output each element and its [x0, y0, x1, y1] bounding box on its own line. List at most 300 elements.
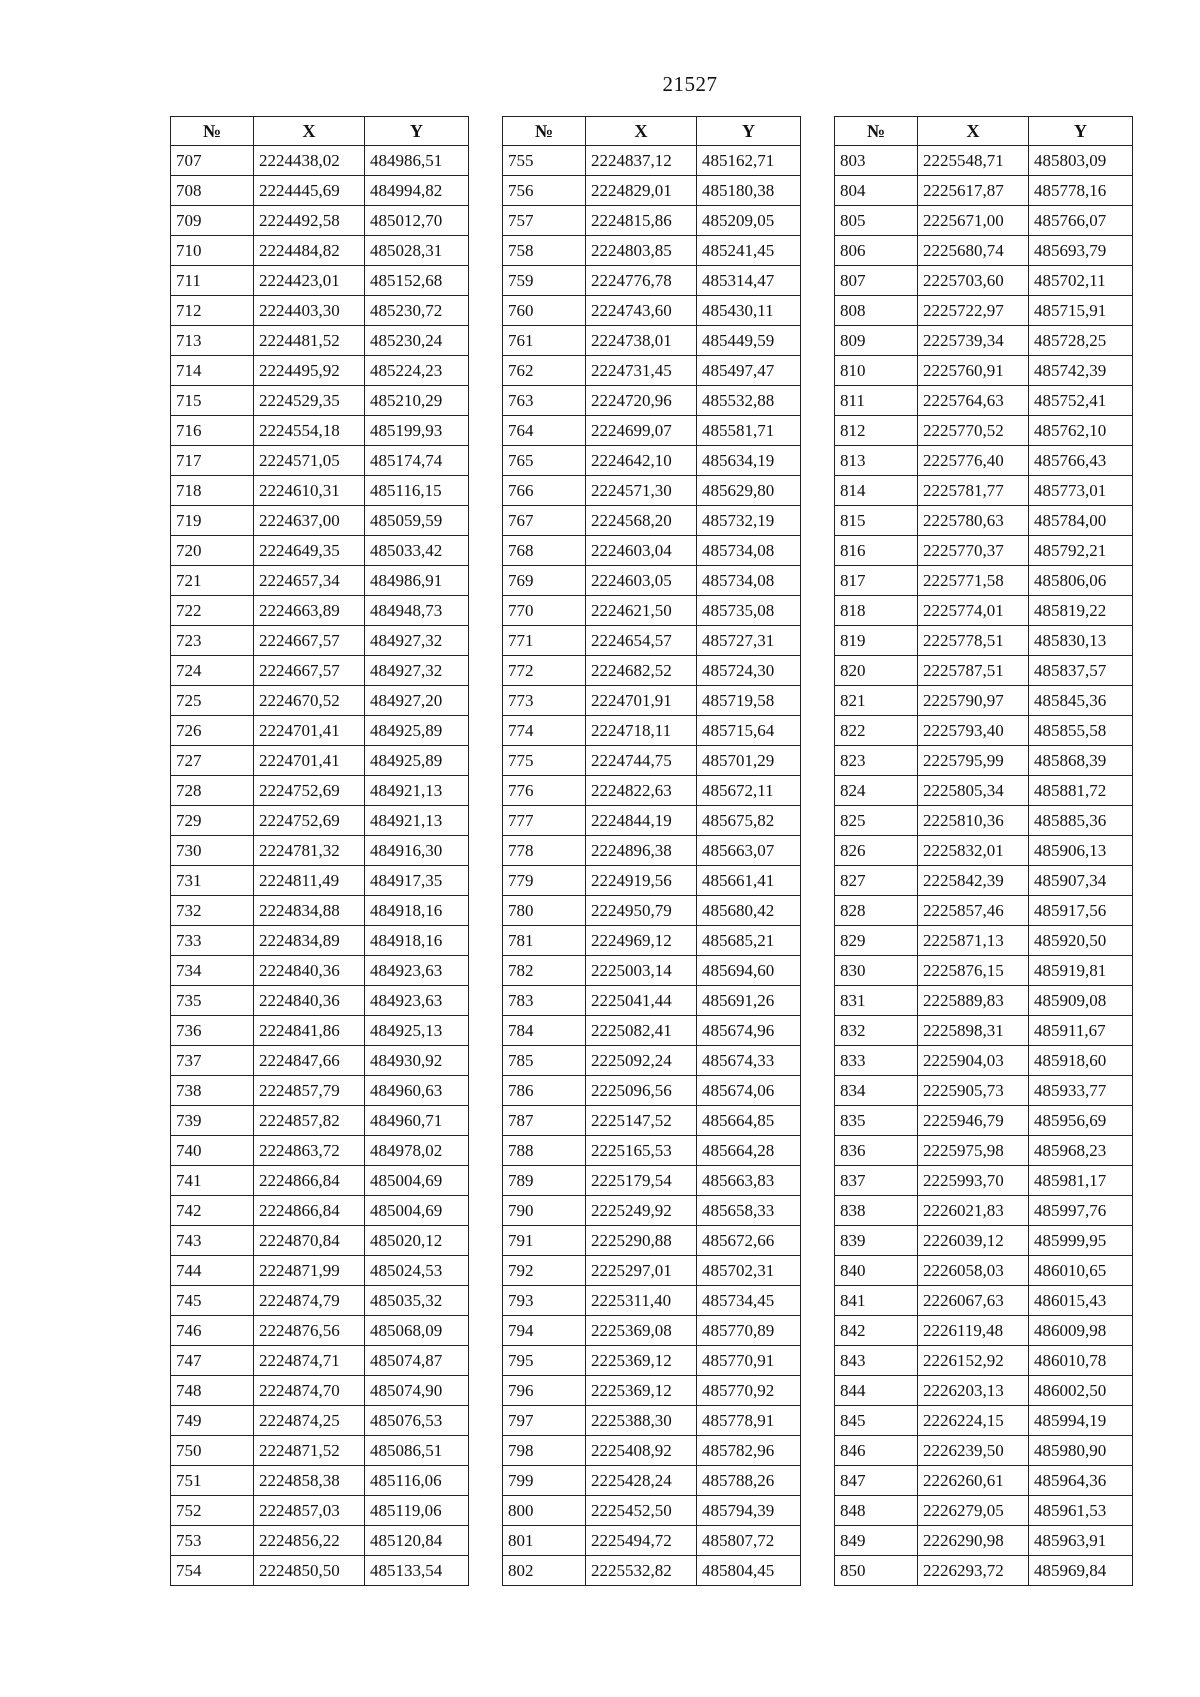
point-number-cell: 832	[835, 1016, 918, 1046]
y-coordinate-cell: 485035,32	[365, 1286, 469, 1316]
x-coordinate-cell: 2224866,84	[254, 1196, 365, 1226]
y-coordinate-cell: 485794,39	[697, 1496, 801, 1526]
point-number-cell: 784	[503, 1016, 586, 1046]
table-row	[171, 1166, 469, 1196]
point-number-cell: 722	[171, 596, 254, 626]
y-coordinate-cell: 485180,38	[697, 176, 801, 206]
point-number-cell: 809	[835, 326, 918, 356]
y-coordinate-cell: 486015,43	[1029, 1286, 1133, 1316]
y-coordinate-cell: 485664,28	[697, 1136, 801, 1166]
y-coordinate-cell: 485694,60	[697, 956, 801, 986]
x-coordinate-cell: 2224484,82	[254, 236, 365, 266]
y-coordinate-cell: 485919,81	[1029, 956, 1133, 986]
point-number-cell: 802	[503, 1556, 586, 1586]
y-coordinate-cell: 485956,69	[1029, 1106, 1133, 1136]
point-number-cell: 791	[503, 1226, 586, 1256]
point-number-cell: 805	[835, 206, 918, 236]
y-coordinate-cell: 485152,68	[365, 266, 469, 296]
table-row	[835, 446, 1133, 476]
point-number-cell: 745	[171, 1286, 254, 1316]
column-header-number: №	[171, 117, 254, 146]
y-coordinate-cell: 485770,89	[697, 1316, 801, 1346]
x-coordinate-cell: 2224492,58	[254, 206, 365, 236]
point-number-cell: 721	[171, 566, 254, 596]
table-row	[835, 176, 1133, 206]
x-coordinate-cell: 2226239,50	[918, 1436, 1029, 1466]
x-coordinate-cell: 2224863,72	[254, 1136, 365, 1166]
y-coordinate-cell: 485752,41	[1029, 386, 1133, 416]
x-coordinate-cell: 2225842,39	[918, 866, 1029, 896]
y-coordinate-cell: 486002,50	[1029, 1376, 1133, 1406]
table-row	[503, 956, 801, 986]
table-row	[503, 206, 801, 236]
y-coordinate-cell: 485964,36	[1029, 1466, 1133, 1496]
table-row	[503, 416, 801, 446]
y-coordinate-cell: 485702,11	[1029, 266, 1133, 296]
x-coordinate-cell: 2224822,63	[586, 776, 697, 806]
point-number-cell: 733	[171, 926, 254, 956]
point-number-cell: 748	[171, 1376, 254, 1406]
y-coordinate-cell: 485086,51	[365, 1436, 469, 1466]
x-coordinate-cell: 2226203,13	[918, 1376, 1029, 1406]
y-coordinate-cell: 485028,31	[365, 236, 469, 266]
y-coordinate-cell: 485674,06	[697, 1076, 801, 1106]
y-coordinate-cell: 485693,79	[1029, 236, 1133, 266]
y-coordinate-cell: 485920,50	[1029, 926, 1133, 956]
y-coordinate-cell: 484986,51	[365, 146, 469, 176]
x-coordinate-cell: 2224781,32	[254, 836, 365, 866]
x-coordinate-cell: 2224738,01	[586, 326, 697, 356]
point-number-cell: 765	[503, 446, 586, 476]
table-row	[171, 1436, 469, 1466]
table-row	[171, 656, 469, 686]
x-coordinate-cell: 2225388,30	[586, 1406, 697, 1436]
table-row	[503, 1406, 801, 1436]
x-coordinate-cell: 2224752,69	[254, 806, 365, 836]
table-row	[503, 1466, 801, 1496]
x-coordinate-cell: 2225428,24	[586, 1466, 697, 1496]
x-coordinate-cell: 2225778,51	[918, 626, 1029, 656]
point-number-cell: 712	[171, 296, 254, 326]
table-row	[835, 686, 1133, 716]
table-row	[835, 356, 1133, 386]
y-coordinate-cell: 485068,09	[365, 1316, 469, 1346]
point-number-cell: 755	[503, 146, 586, 176]
table-row	[503, 266, 801, 296]
column-header-number: №	[835, 117, 918, 146]
x-coordinate-cell: 2225739,34	[918, 326, 1029, 356]
y-coordinate-cell: 485663,83	[697, 1166, 801, 1196]
table-row	[835, 1286, 1133, 1316]
y-coordinate-cell: 485994,19	[1029, 1406, 1133, 1436]
table-row	[835, 926, 1133, 956]
table-row	[503, 1436, 801, 1466]
y-coordinate-cell: 485868,39	[1029, 746, 1133, 776]
table-row	[835, 1226, 1133, 1256]
y-coordinate-cell: 486009,98	[1029, 1316, 1133, 1346]
y-coordinate-cell: 485116,15	[365, 476, 469, 506]
table-row	[171, 746, 469, 776]
y-coordinate-cell: 485661,41	[697, 866, 801, 896]
y-coordinate-cell: 485804,45	[697, 1556, 801, 1586]
table-row	[503, 836, 801, 866]
x-coordinate-cell: 2224663,89	[254, 596, 365, 626]
y-coordinate-cell: 485968,23	[1029, 1136, 1133, 1166]
point-number-cell: 803	[835, 146, 918, 176]
point-number-cell: 795	[503, 1346, 586, 1376]
point-number-cell: 759	[503, 266, 586, 296]
table-row	[503, 1346, 801, 1376]
x-coordinate-cell: 2226290,98	[918, 1526, 1029, 1556]
x-coordinate-cell: 2224403,30	[254, 296, 365, 326]
x-coordinate-cell: 2225671,00	[918, 206, 1029, 236]
table-row	[171, 956, 469, 986]
y-coordinate-cell: 485933,77	[1029, 1076, 1133, 1106]
table-row	[503, 1316, 801, 1346]
table-row	[503, 926, 801, 956]
y-coordinate-cell: 484925,89	[365, 746, 469, 776]
y-coordinate-cell: 485803,09	[1029, 146, 1133, 176]
x-coordinate-cell: 2225771,58	[918, 566, 1029, 596]
y-coordinate-cell: 484927,20	[365, 686, 469, 716]
table-row	[503, 236, 801, 266]
x-coordinate-cell: 2224657,34	[254, 566, 365, 596]
table-row	[503, 656, 801, 686]
y-coordinate-cell: 485532,88	[697, 386, 801, 416]
x-coordinate-cell: 2225790,97	[918, 686, 1029, 716]
x-coordinate-cell: 2224699,07	[586, 416, 697, 446]
y-coordinate-cell: 485004,69	[365, 1196, 469, 1226]
point-number-cell: 780	[503, 896, 586, 926]
x-coordinate-cell: 2225290,88	[586, 1226, 697, 1256]
point-number-cell: 849	[835, 1526, 918, 1556]
point-number-cell: 807	[835, 266, 918, 296]
x-coordinate-cell: 2224919,56	[586, 866, 697, 896]
table-row	[835, 536, 1133, 566]
point-number-cell: 845	[835, 1406, 918, 1436]
point-number-cell: 707	[171, 146, 254, 176]
y-coordinate-cell: 484918,16	[365, 926, 469, 956]
x-coordinate-cell: 2224481,52	[254, 326, 365, 356]
x-coordinate-cell: 2224858,38	[254, 1466, 365, 1496]
table-row	[503, 1136, 801, 1166]
y-coordinate-cell: 485674,96	[697, 1016, 801, 1046]
table-row	[503, 866, 801, 896]
x-coordinate-cell: 2226058,03	[918, 1256, 1029, 1286]
x-coordinate-cell: 2225857,46	[918, 896, 1029, 926]
x-coordinate-cell: 2225770,37	[918, 536, 1029, 566]
point-number-cell: 814	[835, 476, 918, 506]
x-coordinate-cell: 2224743,60	[586, 296, 697, 326]
y-coordinate-cell: 485735,08	[697, 596, 801, 626]
table-row	[171, 566, 469, 596]
y-coordinate-cell: 485241,45	[697, 236, 801, 266]
table-row	[171, 356, 469, 386]
point-number-cell: 724	[171, 656, 254, 686]
y-coordinate-cell: 485663,07	[697, 836, 801, 866]
point-number-cell: 823	[835, 746, 918, 776]
point-number-cell: 779	[503, 866, 586, 896]
table-row	[171, 176, 469, 206]
x-coordinate-cell: 2224701,41	[254, 716, 365, 746]
x-coordinate-cell: 2225722,97	[918, 296, 1029, 326]
point-number-cell: 817	[835, 566, 918, 596]
point-number-cell: 833	[835, 1046, 918, 1076]
x-coordinate-cell: 2226260,61	[918, 1466, 1029, 1496]
table-row	[171, 866, 469, 896]
table-row	[171, 1316, 469, 1346]
point-number-cell: 824	[835, 776, 918, 806]
point-number-cell: 829	[835, 926, 918, 956]
y-coordinate-cell: 485672,11	[697, 776, 801, 806]
y-coordinate-cell: 485230,24	[365, 326, 469, 356]
y-coordinate-cell: 485672,66	[697, 1226, 801, 1256]
x-coordinate-cell: 2225760,91	[918, 356, 1029, 386]
point-number-cell: 837	[835, 1166, 918, 1196]
point-number-cell: 742	[171, 1196, 254, 1226]
point-number-cell: 793	[503, 1286, 586, 1316]
point-number-cell: 819	[835, 626, 918, 656]
x-coordinate-cell: 2226279,05	[918, 1496, 1029, 1526]
table-row	[835, 956, 1133, 986]
y-coordinate-cell: 485806,06	[1029, 566, 1133, 596]
x-coordinate-cell: 2225003,14	[586, 956, 697, 986]
y-coordinate-cell: 485209,05	[697, 206, 801, 236]
y-coordinate-cell: 484960,63	[365, 1076, 469, 1106]
table-row	[503, 176, 801, 206]
table-row	[503, 1076, 801, 1106]
point-number-cell: 767	[503, 506, 586, 536]
x-coordinate-cell: 2224495,92	[254, 356, 365, 386]
point-number-cell: 785	[503, 1046, 586, 1076]
y-coordinate-cell: 485664,85	[697, 1106, 801, 1136]
y-coordinate-cell: 485807,72	[697, 1526, 801, 1556]
point-number-cell: 820	[835, 656, 918, 686]
x-coordinate-cell: 2224701,41	[254, 746, 365, 776]
header-row	[835, 117, 1133, 146]
x-coordinate-cell: 2224874,25	[254, 1406, 365, 1436]
x-coordinate-cell: 2225795,99	[918, 746, 1029, 776]
table-row	[503, 1106, 801, 1136]
y-coordinate-cell: 485762,10	[1029, 416, 1133, 446]
point-number-cell: 734	[171, 956, 254, 986]
point-number-cell: 717	[171, 446, 254, 476]
y-coordinate-cell: 485024,53	[365, 1256, 469, 1286]
y-coordinate-cell: 485732,19	[697, 506, 801, 536]
table-row	[835, 986, 1133, 1016]
table-row	[503, 146, 801, 176]
table-row	[171, 1256, 469, 1286]
y-coordinate-cell: 485691,26	[697, 986, 801, 1016]
point-number-cell: 777	[503, 806, 586, 836]
x-coordinate-cell: 2226224,15	[918, 1406, 1029, 1436]
point-number-cell: 835	[835, 1106, 918, 1136]
x-coordinate-cell: 2226119,48	[918, 1316, 1029, 1346]
y-coordinate-cell: 485120,84	[365, 1526, 469, 1556]
y-coordinate-cell: 484918,16	[365, 896, 469, 926]
x-coordinate-cell: 2224856,22	[254, 1526, 365, 1556]
point-number-cell: 739	[171, 1106, 254, 1136]
y-coordinate-cell: 485133,54	[365, 1556, 469, 1586]
y-coordinate-cell: 485674,33	[697, 1046, 801, 1076]
point-number-cell: 746	[171, 1316, 254, 1346]
x-coordinate-cell: 2225369,08	[586, 1316, 697, 1346]
y-coordinate-cell: 485917,56	[1029, 896, 1133, 926]
x-coordinate-cell: 2224896,38	[586, 836, 697, 866]
point-number-cell: 816	[835, 536, 918, 566]
x-coordinate-cell: 2224718,11	[586, 716, 697, 746]
x-coordinate-cell: 2224857,82	[254, 1106, 365, 1136]
x-coordinate-cell: 2224870,84	[254, 1226, 365, 1256]
point-number-cell: 798	[503, 1436, 586, 1466]
x-coordinate-cell: 2224834,89	[254, 926, 365, 956]
table-row	[835, 1466, 1133, 1496]
point-number-cell: 756	[503, 176, 586, 206]
x-coordinate-cell: 2224423,01	[254, 266, 365, 296]
x-coordinate-cell: 2225776,40	[918, 446, 1029, 476]
table-row	[503, 506, 801, 536]
x-coordinate-cell: 2224837,12	[586, 146, 697, 176]
y-coordinate-cell: 484921,13	[365, 806, 469, 836]
table-row	[171, 896, 469, 926]
point-number-cell: 842	[835, 1316, 918, 1346]
y-coordinate-cell: 485210,29	[365, 386, 469, 416]
x-coordinate-cell: 2224874,71	[254, 1346, 365, 1376]
coordinates-table	[170, 116, 469, 1586]
point-number-cell: 729	[171, 806, 254, 836]
point-number-cell: 766	[503, 476, 586, 506]
point-number-cell: 743	[171, 1226, 254, 1256]
column-header-y: Y	[697, 117, 801, 146]
point-number-cell: 782	[503, 956, 586, 986]
x-coordinate-cell: 2226021,83	[918, 1196, 1029, 1226]
x-coordinate-cell: 2224642,10	[586, 446, 697, 476]
x-coordinate-cell: 2224670,52	[254, 686, 365, 716]
y-coordinate-cell: 485961,53	[1029, 1496, 1133, 1526]
x-coordinate-cell: 2225311,40	[586, 1286, 697, 1316]
y-coordinate-cell: 485430,11	[697, 296, 801, 326]
x-coordinate-cell: 2224649,35	[254, 536, 365, 566]
point-number-cell: 847	[835, 1466, 918, 1496]
y-coordinate-cell: 485997,76	[1029, 1196, 1133, 1226]
x-coordinate-cell: 2224554,18	[254, 416, 365, 446]
table-row	[171, 1076, 469, 1106]
table-row	[835, 266, 1133, 296]
table-row	[835, 1496, 1133, 1526]
y-coordinate-cell: 486010,65	[1029, 1256, 1133, 1286]
point-number-cell: 836	[835, 1136, 918, 1166]
table-row	[171, 446, 469, 476]
table-row	[503, 986, 801, 1016]
point-number-cell: 750	[171, 1436, 254, 1466]
point-number-cell: 797	[503, 1406, 586, 1436]
point-number-cell: 834	[835, 1076, 918, 1106]
y-coordinate-cell: 485837,57	[1029, 656, 1133, 686]
table-row	[835, 1016, 1133, 1046]
y-coordinate-cell: 484923,63	[365, 956, 469, 986]
table-row	[835, 836, 1133, 866]
table-row	[503, 566, 801, 596]
y-coordinate-cell: 484978,02	[365, 1136, 469, 1166]
x-coordinate-cell: 2224701,91	[586, 686, 697, 716]
table-row	[835, 1526, 1133, 1556]
coordinates-table	[502, 116, 801, 1586]
table-row	[503, 1286, 801, 1316]
point-number-cell: 810	[835, 356, 918, 386]
y-coordinate-cell: 485715,91	[1029, 296, 1133, 326]
y-coordinate-cell: 484960,71	[365, 1106, 469, 1136]
x-coordinate-cell: 2224571,05	[254, 446, 365, 476]
table-row	[171, 476, 469, 506]
point-number-cell: 796	[503, 1376, 586, 1406]
table-row	[171, 1196, 469, 1226]
y-coordinate-cell: 485778,91	[697, 1406, 801, 1436]
y-coordinate-cell: 484925,13	[365, 1016, 469, 1046]
table-row	[171, 776, 469, 806]
point-number-cell: 830	[835, 956, 918, 986]
table-row	[503, 326, 801, 356]
y-coordinate-cell: 485742,39	[1029, 356, 1133, 386]
point-number-cell: 781	[503, 926, 586, 956]
y-coordinate-cell: 485770,91	[697, 1346, 801, 1376]
table-row	[171, 1406, 469, 1436]
y-coordinate-cell: 485012,70	[365, 206, 469, 236]
point-number-cell: 730	[171, 836, 254, 866]
table-row	[171, 236, 469, 266]
point-number-cell: 844	[835, 1376, 918, 1406]
point-number-cell: 786	[503, 1076, 586, 1106]
table-row	[835, 236, 1133, 266]
point-number-cell: 799	[503, 1466, 586, 1496]
y-coordinate-cell: 485314,47	[697, 266, 801, 296]
point-number-cell: 723	[171, 626, 254, 656]
point-number-cell: 804	[835, 176, 918, 206]
y-coordinate-cell: 485719,58	[697, 686, 801, 716]
table-row	[503, 296, 801, 326]
point-number-cell: 718	[171, 476, 254, 506]
x-coordinate-cell: 2224438,02	[254, 146, 365, 176]
x-coordinate-cell: 2224874,79	[254, 1286, 365, 1316]
point-number-cell: 800	[503, 1496, 586, 1526]
y-coordinate-cell: 485224,23	[365, 356, 469, 386]
point-number-cell: 822	[835, 716, 918, 746]
x-coordinate-cell: 2224445,69	[254, 176, 365, 206]
point-number-cell: 841	[835, 1286, 918, 1316]
point-number-cell: 794	[503, 1316, 586, 1346]
table-row	[503, 1376, 801, 1406]
table-row	[835, 1436, 1133, 1466]
point-number-cell: 788	[503, 1136, 586, 1166]
x-coordinate-cell: 2225764,63	[918, 386, 1029, 416]
table-row	[171, 1526, 469, 1556]
x-coordinate-cell: 2224950,79	[586, 896, 697, 926]
page-number: 21527	[662, 72, 718, 96]
table-row	[171, 986, 469, 1016]
x-coordinate-cell: 2224603,04	[586, 536, 697, 566]
x-coordinate-cell: 2226293,72	[918, 1556, 1029, 1586]
table-row	[835, 1346, 1133, 1376]
point-number-cell: 801	[503, 1526, 586, 1556]
y-coordinate-cell: 485020,12	[365, 1226, 469, 1256]
table-row	[835, 206, 1133, 236]
table-row	[503, 476, 801, 506]
point-number-cell: 812	[835, 416, 918, 446]
y-coordinate-cell: 485701,29	[697, 746, 801, 776]
x-coordinate-cell: 2225832,01	[918, 836, 1029, 866]
point-number-cell: 738	[171, 1076, 254, 1106]
x-coordinate-cell: 2224871,99	[254, 1256, 365, 1286]
x-coordinate-cell: 2224850,50	[254, 1556, 365, 1586]
